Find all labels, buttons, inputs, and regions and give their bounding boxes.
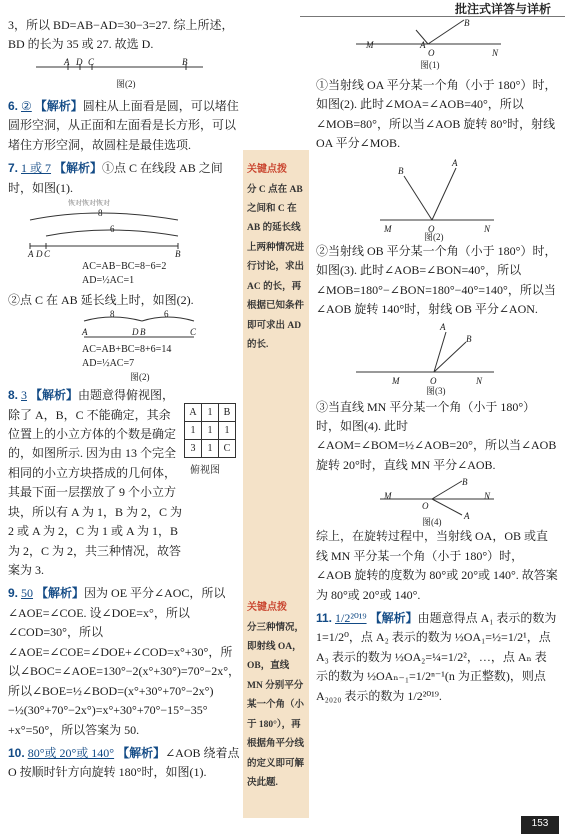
grid-cell: 1: [185, 422, 202, 440]
point-label: A: [420, 40, 426, 50]
figure-caption: 图(2): [424, 231, 444, 242]
point-label: N: [476, 375, 483, 386]
grid-cell: A: [185, 404, 202, 422]
rotation-figure-2: [316, 154, 558, 242]
q7-eq-2: AD=½AC=1: [82, 275, 135, 287]
point-label: C: [44, 249, 51, 260]
grid-cell: 3: [185, 440, 202, 458]
point-label: A: [440, 321, 446, 332]
rotation-figure-1: [316, 16, 558, 76]
point-label: A: [452, 157, 458, 168]
grid-cell: B: [219, 404, 236, 422]
grid-cell: 1: [202, 422, 219, 440]
analysis-tag: 【解析】: [117, 745, 166, 760]
q7-text: [8, 159, 244, 198]
line-segment-figure: [28, 198, 228, 258]
case-2-text: ②当射线 OB 平分某一个角（小于 180°）时，如图(3). 此时∠AOB=∠BON=40°，所以∠MOB=180°−∠BON=180°−40°=140°，所以当∠AOB 旋转 140°时，射线 OB 平分∠AON.: [316, 243, 557, 317]
point-label: N: [484, 223, 491, 234]
case-3-text: ③当直线 MN 平分某一个角（小于 180°）时，如图(4). 此时∠AOM=∠BOM=½∠AOB=20°，所以当∠AOB 旋转 20°时，直线 MN 平分∠AOB.: [316, 399, 557, 472]
question-number: 10.: [8, 745, 25, 760]
analysis-tag: 【解析】: [36, 586, 85, 601]
analysis-text: ①点 C 在线段 AB 之间时，如图(1).: [8, 161, 223, 195]
figure-caption: 图(1): [420, 60, 440, 70]
question-number: 11.: [316, 611, 333, 625]
point-label: D: [76, 56, 83, 67]
q7-eq-4: AD=½AC=7: [82, 357, 135, 369]
q11-text: [316, 609, 558, 706]
key-tip-text-2: 分三种情况，即射线 OA，OB，直线 MN 分别平分某一个角（小于 180°），再根据角平分线的定义即可解决此题.: [247, 622, 305, 789]
analysis-tag: 【解析】: [54, 161, 103, 176]
point-label: D: [132, 326, 139, 337]
analysis-text: 因为 OE 平分∠AOC，所以∠AOE=∠COE. 设∠DOE=x°，所以∠COD=30°，所以∠AOE=∠COE=∠DOE+∠COD=x°+30°，所以∠BOC=∠AOE=130°−2(x°+30°)=70°−2x°，所以∠BOE=½∠BOD=(x°+30°+70°−2x°)−½(30°+70°−2x°)=x°+30°+70°−15°−35°+x°=50°，所以答案为 50.: [8, 586, 241, 737]
point-label: C: [88, 56, 95, 67]
point-label: B: [182, 56, 188, 67]
point-label: M: [384, 223, 392, 234]
figure-note: 恢对恢对恢对: [68, 199, 110, 208]
q7-eq-1: AC=AB−BC=8−6=2: [82, 261, 167, 273]
length-label: 6: [164, 308, 169, 319]
case-1-text: ①当射线 OA 平分某一个角（小于 180°）时，如图(2). 此时∠MOA=∠AOB=40°，所以∠MOB=80°，所以当∠AOB 旋转 80°时，射线 OA 平分∠MOB.: [316, 78, 557, 151]
question-number: 7.: [8, 161, 19, 176]
answer: 80°或 20°或 140°: [27, 745, 115, 760]
point-label: O: [428, 48, 435, 58]
point-label: C: [190, 326, 197, 337]
question-number: 6.: [8, 98, 19, 113]
q5-tail-text: 3，所以 BD=AB−AD=30−3=27. 综上所述，BD 的长为 35 或 27. 故选 D.: [8, 18, 234, 52]
grid-cell: 1: [219, 422, 236, 440]
point-label: O: [430, 375, 437, 386]
point-label: O: [428, 223, 435, 234]
point-label: B: [398, 165, 404, 176]
analysis-text: 由题意得俯视图，除了 A，B，C 不能确定，其余位置上的小立方体的个数是确定的，如图所示. 因为由 13 个完全相同的小立方块搭成的几何体，其最下面一层摆放了 9 个小立方块，所以有 A 为 1，B 为 2，C 为 2 或 A 为 2，C 为 1 或 A 为 1，B 为 2，C 为 2，共三种情况，故答案为 3.: [8, 388, 183, 578]
left-column: [8, 16, 244, 783]
point-label: M: [366, 40, 374, 50]
key-tip-title-1: 关键点拨: [247, 164, 287, 175]
point-label: O: [422, 501, 429, 512]
answer: 1 或 7: [21, 161, 52, 176]
q5-figure-2: [8, 55, 244, 93]
point-label: A: [464, 511, 470, 522]
point-label: B: [140, 326, 146, 337]
length-label: 8: [98, 208, 103, 219]
analysis-tag: 【解析】: [30, 388, 79, 403]
length-label: 6: [110, 224, 115, 235]
q9-text: [8, 584, 244, 740]
conclusion-text: 综上，在旋转过程中，当射线 OA，OB 或直线 MN 平分某一个角（小于 180°）时，∠AOB 旋转的度数为 80°或 20°或 140°. 故答案为 80°或 20°或 140°.: [316, 529, 558, 602]
q7-eq-3: AC=AB+BC=8+6=14: [82, 343, 172, 355]
key-tip-title-2: 关键点拨: [247, 602, 287, 613]
point-label: B: [462, 477, 468, 488]
q10-text: [8, 744, 244, 783]
point-label: B: [464, 18, 470, 28]
key-tip-text-1: 分 C 点在 AB 之间和 C 在 AB 的延长线上两种情况进行讨论，求出 AC 的长，再根据已知条件即可求出 AD 的长.: [247, 184, 305, 351]
right-column: [316, 16, 558, 706]
rotation-figure-3: [316, 320, 558, 398]
figure-caption: 图(2): [130, 371, 150, 382]
key-tip-box-1: [247, 160, 305, 356]
answer: ②: [21, 98, 32, 113]
answer: 1/2²⁰¹⁹: [335, 611, 367, 625]
figure-caption: 图(4): [422, 517, 442, 528]
answer: 50: [21, 586, 34, 601]
grid-caption: 俯视图: [190, 465, 220, 476]
top-view-grid: [184, 403, 236, 458]
point-label: N: [492, 48, 499, 58]
q7-text-2: ②点 C 在 AB 延长线上时，如图(2).: [8, 293, 194, 308]
point-label: D: [36, 249, 43, 260]
analysis-text: ∠AOB 绕着点 O 按顺时针方向旋转 180°时，如图(1).: [8, 745, 240, 780]
grid-cell: C: [219, 440, 236, 458]
point-label: A: [64, 56, 70, 67]
point-label: M: [384, 491, 392, 502]
page-number: 153: [521, 816, 559, 834]
length-label: 8: [110, 308, 115, 319]
grid-cell: 1: [202, 440, 219, 458]
point-label: A: [28, 249, 34, 260]
key-tip-box-2: [247, 598, 305, 794]
analysis-tag: 【解析】: [369, 611, 418, 625]
analysis-text: 由题意得点 A₁ 表示的数为 1=1/2⁰，点 A₂ 表示的数为 ½OA₁=½=1/2¹，点 A₃ 表示的数为 ½OA₂=¼=1/2²，…，点 Aₙ 表示的数为 ½OAₙ₋₁=1/2ⁿ⁻¹(n 为正整数)，则点 A₂₀₂₀ 表示的数为 1/2²⁰¹⁹.: [316, 611, 557, 703]
point-label: M: [392, 375, 400, 386]
point-label: A: [82, 326, 88, 337]
question-number: 9.: [8, 586, 19, 601]
grid-cell: 1: [202, 404, 219, 422]
rotation-figure-4: [316, 475, 558, 527]
analysis-tag: 【解析】: [34, 98, 83, 113]
point-label: N: [484, 491, 491, 502]
question-number: 8.: [8, 388, 19, 403]
figure-caption: 图(2): [116, 78, 136, 89]
page-header-title: 批注式详答与详析: [454, 2, 551, 16]
q7-figure-1: [28, 198, 244, 258]
angle-figure: [316, 154, 558, 242]
q7-figure-2: [82, 308, 244, 343]
point-label: B: [466, 333, 472, 344]
figure-caption: 图(3): [426, 385, 446, 396]
analysis-text: 圆柱从上面看是圆，可以堵住圆形空洞，从正面和左面看是长方形，可以堵住方形空洞，故圆柱是最佳选项.: [8, 98, 239, 152]
answer: 3: [21, 388, 28, 403]
point-label: B: [175, 249, 181, 260]
q6-text: [8, 97, 244, 155]
